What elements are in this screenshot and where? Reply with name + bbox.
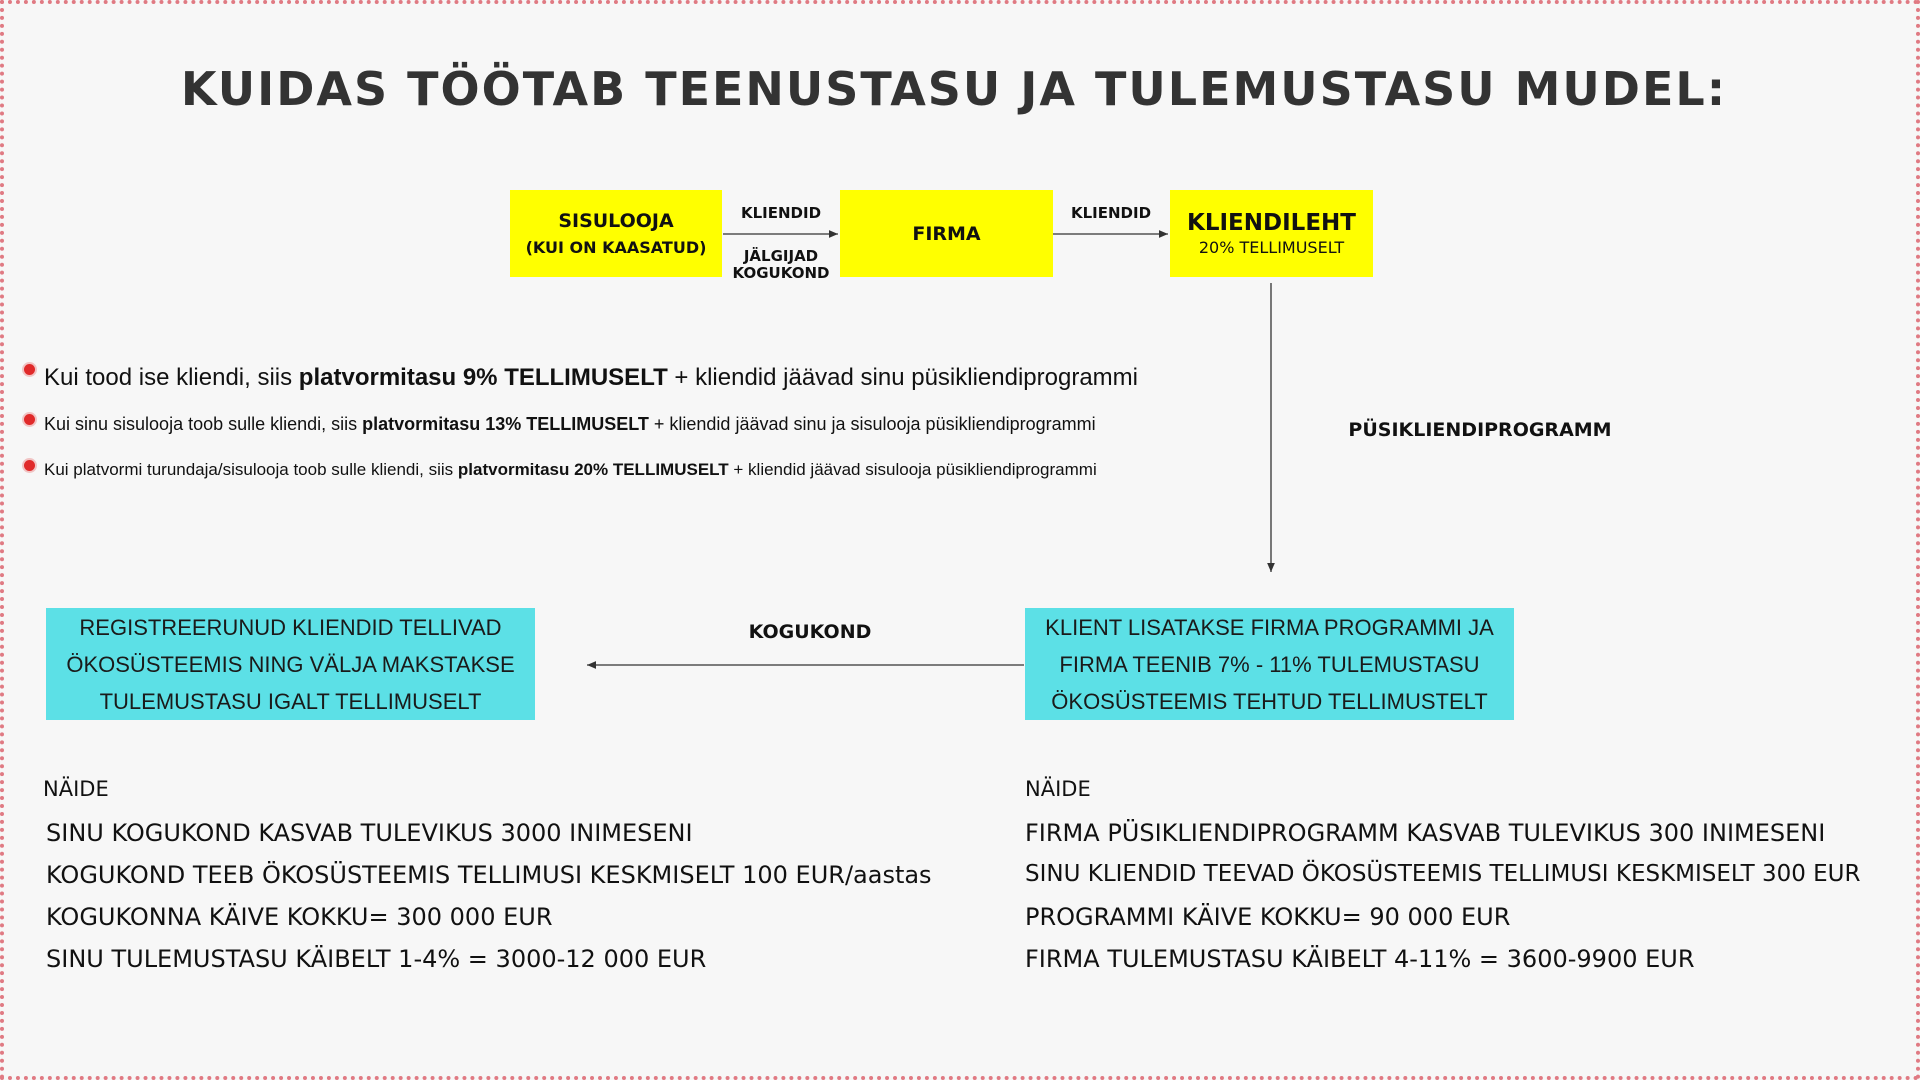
bullet-text: Kui sinu sisulooja toob sulle kliendi, siis platvormitasu 13% TELLIMUSELT + kliendid jäävad sinu ja sisulooja püsikliendiprogrammi (44, 414, 1096, 434)
example-right-line: SINU KLIENDID TEEVAD ÖKOSÜSTEEMIS TELLIMUSI KESKMISELT 300 EUR (1025, 861, 1861, 887)
bullet-item-1 (24, 364, 1138, 392)
box-right-line: ÖKOSÜSTEEMIS TEHTUD TELLIMUSTELT (1051, 688, 1488, 714)
example-left-line: SINU TULEMUSTASU KÄIBELT 1-4% = 3000-12 000 EUR (46, 945, 707, 973)
bullet-item-2 (24, 414, 1096, 435)
example-left-heading: NÄIDE (43, 777, 109, 801)
arrow1-top-label: KLIENDID (740, 204, 822, 222)
vertical-arrow-label: PÜSIKLIENDIPROGRAMM (1348, 419, 1612, 441)
box-left-line: TULEMUSTASU IGALT TELLIMUSELT (99, 688, 482, 714)
example-right-heading: NÄIDE (1025, 777, 1091, 801)
example-right-line: FIRMA TULEMUSTASU KÄIBELT 4-11% = 3600-9900 EUR (1025, 945, 1695, 973)
page-title: KUIDAS TÖÖTAB TEENUSTASU JA TULEMUSTASU MUDEL: (180, 62, 1728, 116)
box-registreerunud (46, 608, 535, 720)
box-right-line: FIRMA TEENIB 7% - 11% TULEMUSTASU (1059, 651, 1480, 677)
bullet-text: Kui tood ise kliendi, siis platvormitasu 9% TELLIMUSELT + kliendid jäävad sinu püsikliendiprogrammi (44, 364, 1138, 391)
bullet-text: Kui platvormi turundaja/sisulooja toob sulle kliendi, siis platvormitasu 20% TELLIMUSELT + kliendid jäävad sisulooja püsikliendiprogrammi (44, 460, 1097, 479)
box-sisulooja-label: SISULOOJA (558, 210, 674, 232)
bullet-dot-icon (24, 364, 35, 375)
example-right-line: FIRMA PÜSIKLIENDIPROGRAMM KASVAB TULEVIKUS 300 INIMESENI (1025, 819, 1826, 847)
box-left-line: REGISTREERUNUD KLIENDID TELLIVAD (79, 614, 502, 640)
arrow1-bottom-label-2: KOGUKOND (732, 264, 830, 282)
box-right-line: KLIENT LISATAKSE FIRMA PROGRAMMI JA (1045, 614, 1494, 640)
example-left-line: KOGUKOND TEEB ÖKOSÜSTEEMIS TELLIMUSI KESKMISELT 100 EUR/aastas (46, 861, 932, 889)
bullet-dot-icon (24, 460, 35, 471)
example-left-line: KOGUKONNA KÄIVE KOKKU= 300 000 EUR (46, 903, 553, 931)
example-right-line: PROGRAMMI KÄIVE KOKKU= 90 000 EUR (1025, 903, 1511, 931)
box-klient-lisatakse (1025, 608, 1514, 720)
box-sisulooja (510, 190, 722, 277)
box-firma (840, 190, 1053, 277)
horizontal-arrow-label: KOGUKOND (748, 621, 872, 643)
box-kliendileht (1170, 190, 1373, 277)
box-kliendileht-sub: 20% TELLIMUSELT (1198, 238, 1345, 257)
bullet-dot-icon (24, 414, 35, 425)
box-kliendileht-label: KLIENDILEHT (1187, 210, 1356, 236)
box-firma-label: FIRMA (912, 222, 981, 245)
box-left-line: ÖKOSÜSTEEMIS NING VÄLJA MAKSTAKSE (66, 651, 515, 677)
box-sisulooja-sub: (KUI ON KAASATUD) (525, 238, 707, 257)
arrow1-bottom-label-1: JÄLGIJAD (743, 247, 819, 265)
example-left-line: SINU KOGUKOND KASVAB TULEVIKUS 3000 INIMESENI (46, 819, 693, 847)
bullet-item-3 (24, 460, 1097, 480)
arrow2-top-label: KLIENDID (1070, 204, 1152, 222)
